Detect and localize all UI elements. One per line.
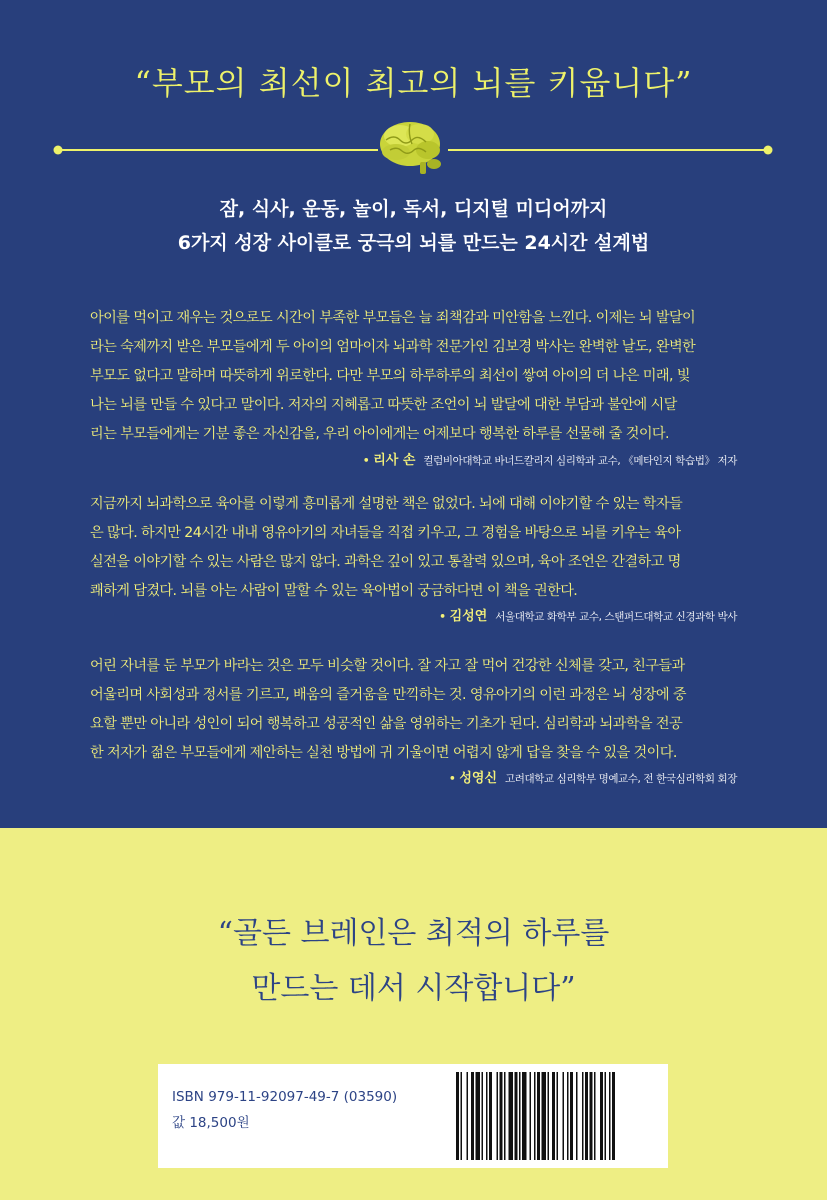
barcode-bar bbox=[609, 1072, 611, 1160]
review-attribution bbox=[363, 449, 737, 468]
bullet: • bbox=[439, 611, 446, 623]
barcode-bar bbox=[515, 1072, 518, 1160]
reviewer-title: 고려대학교 심리학부 명예교수, 전 한국심리학회 회장 bbox=[505, 773, 737, 785]
reviewer-name: 김성연 bbox=[449, 609, 488, 624]
headline-quote: “부모의 최선이 최고의 뇌를 키웁니다” bbox=[134, 64, 693, 102]
barcode-bar bbox=[500, 1072, 503, 1160]
review-line: 어울리며 사회성과 정서를 기르고, 배움의 즐거움을 만끽하는 것. 영유아기의 이런 과정은 뇌 성장에 중 bbox=[90, 687, 686, 703]
barcode-bar bbox=[522, 1072, 527, 1160]
barcode-bar bbox=[590, 1072, 593, 1160]
reviewer-name: 리사 손 bbox=[373, 453, 416, 468]
barcode-bar bbox=[471, 1072, 474, 1160]
barcode-bar bbox=[576, 1072, 578, 1160]
review-line: 지금까지 뇌과학으로 육아를 이렇게 흥미롭게 설명한 책은 없었다. 뇌에 대해 이야기할 수 있는 학자들 bbox=[90, 496, 683, 512]
barcode-bar bbox=[519, 1072, 521, 1160]
barcode-bar bbox=[548, 1072, 550, 1160]
barcode-bar bbox=[552, 1072, 555, 1160]
review-attribution bbox=[449, 767, 737, 786]
review-line: 실전을 이야기할 수 있는 사람은 많지 않다. 과학은 깊이 있고 통찰력 있으며, 육아 조언은 간결하고 명 bbox=[90, 554, 681, 570]
closing-quote bbox=[0, 906, 827, 1016]
barcode-bar bbox=[537, 1072, 540, 1160]
bullet: • bbox=[449, 773, 456, 785]
closing-line: 만드는 데서 시작합니다” bbox=[251, 971, 576, 1006]
review-line: 라는 숙제까지 받은 부모들에게 두 아이의 엄마이자 뇌과학 전문가인 김보경 박사는 완벽한 날도, 완벽한 bbox=[90, 339, 696, 355]
reviewer-title: 컬럼비아대학교 바너드칼리지 심리학과 교수, 《메타인지 학습법》 저자 bbox=[423, 455, 737, 467]
barcode-bar bbox=[570, 1072, 573, 1160]
barcode-bar bbox=[476, 1072, 481, 1160]
isbn-text bbox=[172, 1084, 397, 1136]
barcode-bar bbox=[534, 1072, 536, 1160]
review-line: 어린 자녀를 둔 부모가 바라는 것은 모두 비슷할 것이다. 잘 자고 잘 먹어 건강한 신체를 갖고, 친구들과 bbox=[90, 658, 685, 674]
barcode-bar bbox=[504, 1072, 506, 1160]
barcode-bar bbox=[557, 1072, 559, 1160]
barcode-bar bbox=[612, 1072, 615, 1160]
barcode-bar bbox=[509, 1072, 514, 1160]
reviewer-name: 성영신 bbox=[459, 771, 498, 786]
review-line: 은 많다. 하지만 24시간 내내 영유아기의 자녀들을 직접 키우고, 그 경험을 바탕으로 뇌를 키우는 육아 bbox=[90, 525, 681, 541]
barcode-bar bbox=[600, 1072, 603, 1160]
review-line: 리는 부모들에게는 기분 좋은 자신감을, 우리 아이에게는 어제보다 행복한 하루를 선물해 줄 것이다. bbox=[90, 426, 669, 442]
isbn-number: ISBN 979-11-92097-49-7 (03590) bbox=[172, 1089, 398, 1105]
subhead-line: 6가지 성장 사이클로 궁극의 뇌를 만드는 24시간 설계법 bbox=[177, 232, 650, 254]
review-line: 쾌하게 담겼다. 뇌를 아는 사람이 말할 수 있는 육아법이 궁금하다면 이 책을 권한다. bbox=[90, 583, 578, 599]
review-paragraph bbox=[90, 652, 745, 768]
barcode-bar bbox=[585, 1072, 588, 1160]
brain-divider bbox=[0, 110, 827, 190]
barcode-bar bbox=[605, 1072, 607, 1160]
barcode-bar bbox=[530, 1072, 532, 1160]
review-line: 요할 뿐만 아니라 성인이 되어 행복하고 성공적인 삶을 영위하는 기초가 된다. 심리학과 뇌과학을 전공 bbox=[90, 716, 683, 732]
subhead bbox=[0, 192, 827, 260]
review-line: 한 저자가 젊은 부모들에게 제안하는 실천 방법에 귀 기울이면 어렵지 않게 답을 찾을 수 있을 것이다. bbox=[90, 745, 677, 761]
barcode-bar bbox=[467, 1072, 469, 1160]
barcode-bar bbox=[461, 1072, 463, 1160]
bullet: • bbox=[362, 455, 370, 467]
barcode-icon bbox=[456, 1072, 660, 1160]
barcode-bar bbox=[489, 1072, 492, 1160]
subhead-line: 잠, 식사, 운동, 놀이, 독서, 디지털 미디어까지 bbox=[219, 198, 608, 220]
barcode-bar bbox=[563, 1072, 565, 1160]
barcode-bar bbox=[567, 1072, 569, 1160]
barcode-bar bbox=[456, 1072, 459, 1160]
closing-line: “골든 브레인은 최적의 하루를 bbox=[217, 916, 610, 951]
review-paragraph bbox=[90, 304, 745, 449]
barcode-bar bbox=[482, 1072, 484, 1160]
isbn-box bbox=[158, 1064, 668, 1168]
barcode-bar bbox=[582, 1072, 584, 1160]
brain-icon bbox=[380, 122, 441, 174]
barcode-bar bbox=[486, 1072, 488, 1160]
review-attribution bbox=[439, 605, 737, 624]
barcode-bar bbox=[497, 1072, 499, 1160]
price: 값 18,500원 bbox=[172, 1115, 250, 1131]
review-line: 나는 뇌를 만들 수 있다고 말이다. 저자의 지혜롭고 따뜻한 조언이 뇌 발달에 대한 부담과 불안에 시달 bbox=[90, 397, 677, 413]
review-line: 아이를 먹이고 재우는 것으로도 시간이 부족한 부모들은 늘 죄책감과 미안함을 느낀다. 이제는 뇌 발달이 bbox=[90, 310, 696, 326]
reviewer-title: 서울대학교 화학부 교수, 스탠퍼드대학교 신경과학 박사 bbox=[495, 611, 737, 623]
review-paragraph bbox=[90, 490, 745, 606]
review-line: 부모도 없다고 말하며 따뜻하게 위로한다. 다만 부모의 하루하루의 최선이 쌓여 아이의 더 나은 미래, 빛 bbox=[90, 368, 690, 384]
barcode-bar bbox=[542, 1072, 547, 1160]
barcode-bar bbox=[594, 1072, 596, 1160]
